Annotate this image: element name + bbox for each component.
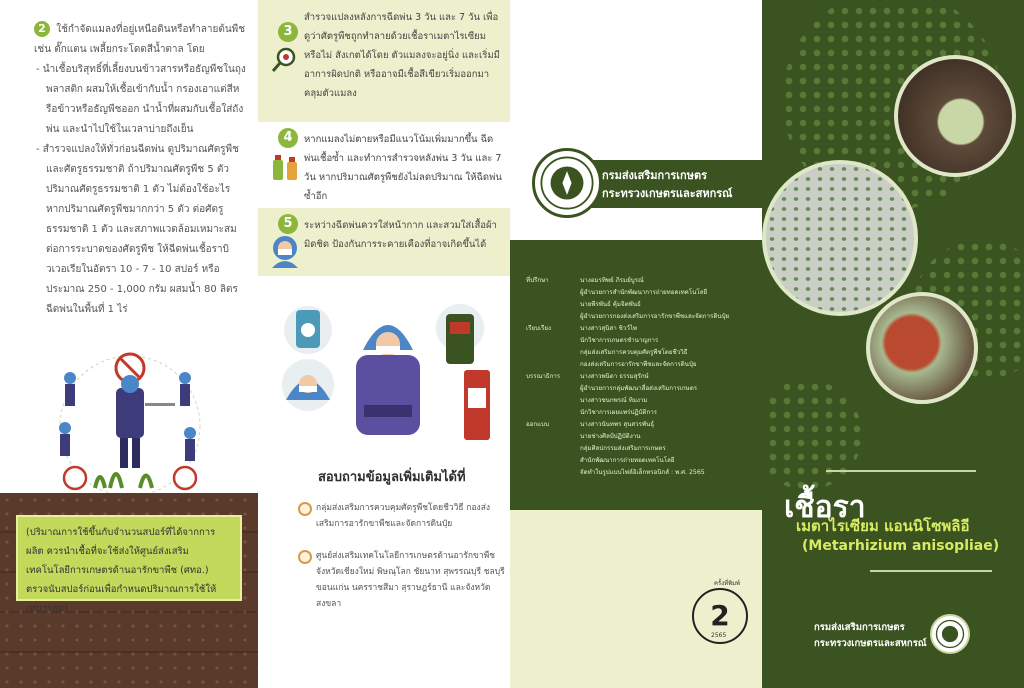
- location-pin-icon: [298, 502, 312, 516]
- step-3-box: [258, 0, 510, 122]
- credit-role: [526, 407, 580, 419]
- credit-row: [526, 419, 758, 431]
- bullet-mix-fungus: - นำเชื้อบริสุทธิ์ที่เลี้ยงบนข้าวสารหรือธัญพืชในถุงพลาสติก ผสมให้เชื้อเข้ากับน้ำ กรองเอาแต่สีหรือข้าวหรือธัญพืชออก นำน้ำที่ผสมกับเชื้อใส่ถังพ่น และนำไปใช้ในเวลาบ่ายถึงเย็น: [36, 64, 246, 135]
- step-4-number: 4: [278, 128, 298, 148]
- department-name: กรมส่งเสริมการเกษตร: [602, 169, 708, 182]
- farmers-spraying-illustration: [50, 348, 210, 498]
- credit-role: [526, 287, 580, 299]
- edition-badge: [692, 580, 748, 644]
- credit-person: นักวิชาการเกษตรชำนาญการ: [580, 337, 659, 344]
- title-divider: [826, 470, 976, 472]
- credit-row: [526, 395, 758, 407]
- credit-row: [526, 467, 758, 479]
- credit-person: กลุ่มศิลปกรรมส่งเสริมการเกษตร: [580, 445, 666, 452]
- credit-role: [526, 359, 580, 371]
- step-4-text: หากแมลงไม่ตายหรือมีแนวโน้มเพิ่มมากขึ้น ฉีดพ่นเชื้อซ้ำ และทำการสำรวจหลังพ่น 3 วัน และ 7 วัน หากปริมาณศัตรูพืชยังไม่ลดปริมาณ ให้ฉีดพ่นซ้ำอีก: [304, 134, 502, 202]
- dosage-note-box: (ปริมาณการใช้ขึ้นกับจำนวนสปอร์ที่ได้จากการผลิต ควรนำเชื้อที่จะใช้ส่งให้ศูนย์ส่งเสริมเทคโนโลยีการเกษตรด้านอารักขาพืช (ศทอ.) ตรวจนับสปอร์ก่อนเพื่อกำหนดปริมาณการใช้ให้เหมาะสม): [16, 515, 242, 601]
- panel-usage-instructions: [0, 0, 258, 688]
- department-seal-logo: [532, 148, 602, 218]
- credit-role: [526, 395, 580, 407]
- spray-bottles-icon: [270, 152, 300, 184]
- credit-row: [526, 431, 758, 443]
- credit-row: [526, 359, 758, 371]
- step-4-box: [258, 122, 510, 208]
- magnifier-bug-icon: [270, 46, 298, 74]
- credit-role: เรียบเรียง: [526, 325, 552, 332]
- panel-credits: [510, 0, 762, 688]
- credit-person: ผู้อำนวยการสำนักพัฒนาการถ่ายทอดเทคโนโลยี: [580, 289, 708, 296]
- credit-person: นางอมรทิพย์ ภิรมย์บูรณ์: [580, 277, 644, 284]
- contact-biocontrol-group: กลุ่มส่งเสริมการควบคุมศัตรูพืชโดยชีววิธี กองส่งเสริมการอารักขาพืชและจัดการดินปุ๋ย: [316, 503, 491, 529]
- credit-row: [526, 371, 758, 383]
- credit-role: ที่ปรึกษา: [526, 277, 549, 284]
- step-5-number: 5: [278, 214, 298, 234]
- ministry-name: กระทรวงเกษตรและสหกรณ์: [602, 187, 733, 200]
- credits-list: [526, 275, 758, 479]
- credit-row: [526, 311, 758, 323]
- spores-microscope-photo: [762, 160, 918, 316]
- edition-year: 2565: [711, 632, 727, 639]
- cover-scientific-name: (Metarhizium anisopliae): [802, 538, 1000, 554]
- panel-cover: [762, 0, 1024, 688]
- cover-department: [814, 620, 927, 652]
- credit-role: [526, 383, 580, 395]
- credit-person: นายช่างศิลป์ปฏิบัติงาน: [580, 433, 641, 440]
- infected-insect-photo: [866, 292, 978, 404]
- larva-in-soil-photo: [894, 55, 1016, 177]
- dot-pattern: [762, 380, 862, 490]
- credit-person: นักวิชาการเผยแพร่ปฏิบัติการ: [580, 409, 657, 416]
- credit-person: กองส่งเสริมการอารักขาพืชและจัดการดินปุ๋ย: [580, 361, 697, 368]
- credit-person: นายพีรพันธ์ คุ้มจิตพันธ์: [580, 301, 641, 308]
- contact-title: สอบถามข้อมูลเพิ่มเติมได้ที่: [318, 470, 466, 485]
- credit-person: ผู้อำนวยการกองส่งเสริมการอารักขาพืชและจัดการดินปุ๋ย: [580, 313, 730, 320]
- credit-row: [526, 443, 758, 455]
- department-banner: [580, 160, 762, 208]
- credit-person: นางสาวสุนิสา ชิวว์ไพ: [580, 325, 638, 332]
- panel-steps: [258, 0, 510, 688]
- protective-gear-illustration: [268, 300, 508, 450]
- credit-row: [526, 335, 758, 347]
- usage-text-block: [34, 20, 246, 320]
- contact-plant-protection-centers: ศูนย์ส่งเสริมเทคโนโลยีการเกษตรด้านอารักขาพืช จังหวัดเชียงใหม่ พิษณุโลก ชัยนาท สุพรรณบุรี ชลบุรี ขอนแก่น นครราชสีมา สุราษฎร์ธานี และจังหวัดสงขลา: [316, 551, 505, 609]
- item2-text: ใช้กำจัดแมลงที่อยู่เหนือดินหรือทำลายต้นพืช เช่น ตั๊กแตน เพลี้ยกระโดดสีน้ำตาล โดย: [34, 24, 246, 55]
- credit-row: [526, 287, 758, 299]
- credit-role: [526, 335, 580, 347]
- step-3-text: สำรวจแปลงหลังการฉีดพ่น 3 วัน และ 7 วัน เพื่อดูว่าศัตรูพืชถูกทำลายด้วยเชื้อราเมตาไรเซียมหรือไม่ สังเกตได้โดย ตัวแมลงจะอยู่นิ่ง และเริ่มมีอาการผิดปกติ หรืออาจมีเชื้อสีเขียวเริ่มออกมาคลุมตัวแมลง: [304, 12, 500, 99]
- credit-row: [526, 407, 758, 419]
- department-name: กรมส่งเสริมการเกษตร: [814, 622, 905, 633]
- location-pin-icon: [298, 550, 312, 564]
- credit-role: บรรณาธิการ: [526, 373, 561, 380]
- credit-row: [526, 299, 758, 311]
- credit-role: [526, 311, 580, 323]
- credit-row: [526, 323, 758, 335]
- masked-person-icon: [270, 234, 300, 270]
- department-seal-logo: [930, 614, 970, 654]
- credit-person: นางสาวนันทพร สุนสวรพันธุ์: [580, 421, 655, 428]
- credit-person: นางสาวชนกพรณ์ ทิมงาม: [580, 397, 648, 404]
- ministry-name: กระทรวงเกษตรและสหกรณ์: [814, 638, 927, 649]
- credit-role: ออกแบบ: [526, 421, 550, 428]
- title-divider: [870, 570, 992, 572]
- credit-person: กลุ่มส่งเสริมการควบคุมศัตรูพืชโดยชีววิธี: [580, 349, 688, 356]
- credit-role: [526, 299, 580, 311]
- credit-person: ผู้อำนวยการกลุ่มพัฒนาสื่อส่งเสริมการเกษตร: [580, 385, 698, 392]
- edition-label: ครั้งที่พิมพ์: [714, 580, 740, 587]
- credit-role: [526, 347, 580, 359]
- credit-person: จัดทำในรูปแบบไฟล์อิเล็กทรอนิกส์ : พ.ศ. 2565: [580, 469, 705, 476]
- credit-row: [526, 383, 758, 395]
- credit-row: [526, 455, 758, 467]
- step-3-number: 3: [278, 22, 298, 42]
- edition-number: 2: [710, 599, 730, 632]
- step-5-text: ระหว่างฉีดพ่นควรใส่หน้ากาก และสวมใส่เสื้อผ้ามิดชิด ป้องกันการระคายเคืองที่อาจเกิดขึ้นได้: [304, 220, 497, 250]
- credit-person: นางสาวพนิดา ธรรมสุรักษ์: [580, 373, 649, 380]
- credit-row: [526, 275, 758, 287]
- credit-role: [526, 467, 580, 479]
- credit-role: [526, 455, 580, 467]
- credit-role: [526, 443, 580, 455]
- cover-subtitle-thai: เมตาไรเซียม แอนนิโซพลิอี: [796, 517, 970, 535]
- credit-role: [526, 431, 580, 443]
- bullet-survey-spray: - สำรวจแปลงให้ทั่วก่อนฉีดพ่น ดูปริมาณศัตรูพืช และศัตรูธรรมชาติ ถ้าปริมาณศัตรูพืช 5 ตัว ปริมาณศัตรูธรรมชาติ 1 ตัว ไม่ต้องใช้อะไร หากปริมาณศัตรูพืชมากกว่า 5 ตัว ต่อศัตรูธรรมชาติ 1 ตัว และสภาพแวดล้อมเหมาะสมต่อการระบาดของศัตรูพืช ให้ฉีดพ่นเชื้อราบิวเวอเรียในอัตรา 10 - 7 - 10 สปอร์ หรือประมาณ 250 - 1,000 กรัม ผสมน้ำ 80 ลิตร ฉีดพ่นในพื้นที่ 1 ไร่: [36, 144, 239, 315]
- credit-row: [526, 347, 758, 359]
- cover-title: เชื้อรา: [784, 490, 866, 525]
- item-number-badge: 2: [34, 21, 50, 37]
- step-5-box: [258, 208, 510, 276]
- credit-person: สำนักพัฒนาการถ่ายทอดเทคโนโลยี: [580, 457, 675, 464]
